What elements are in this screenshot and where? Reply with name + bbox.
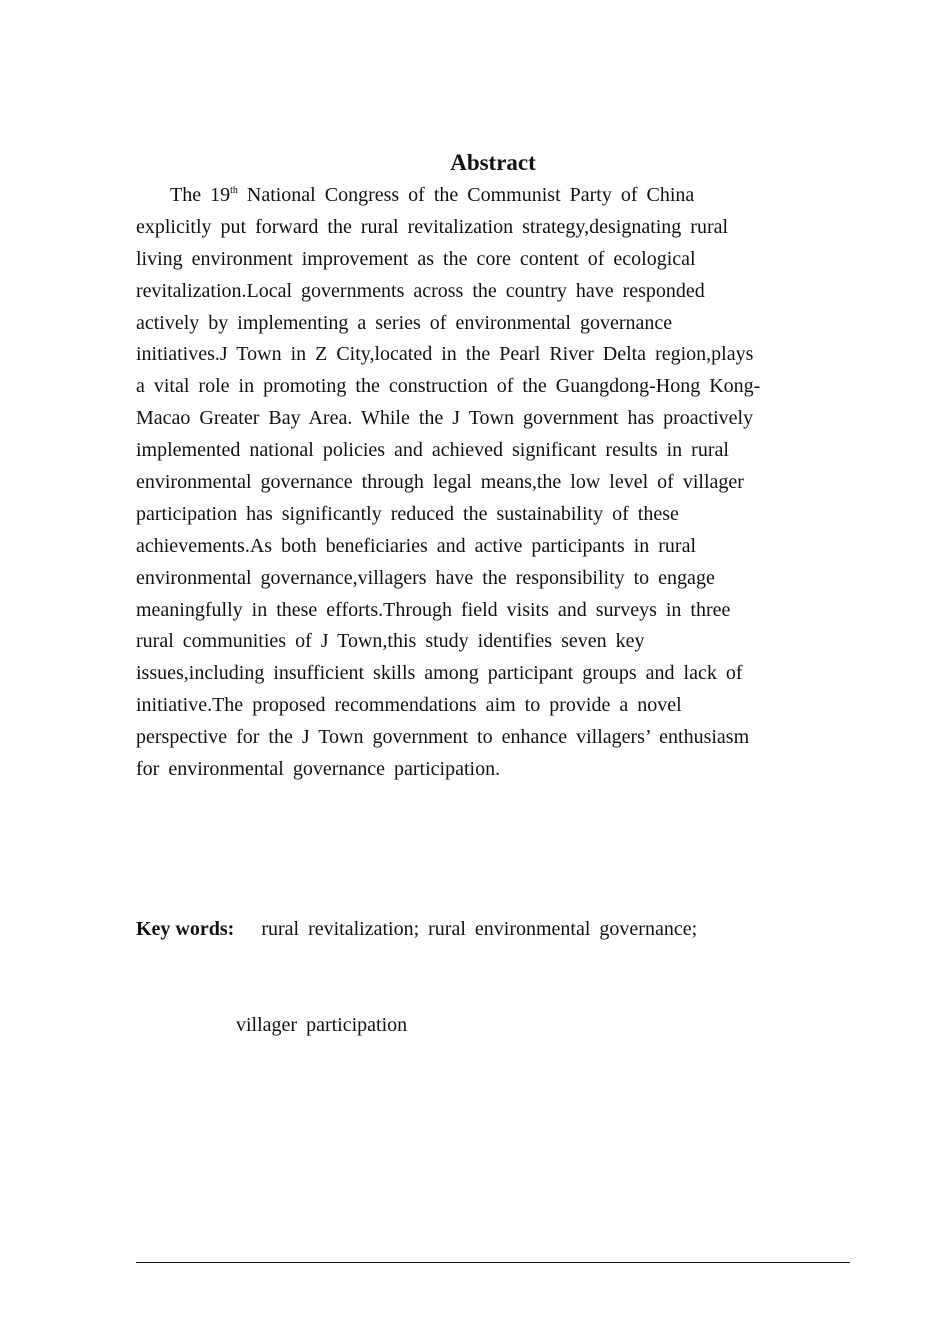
abstract-line-1-rest: National Congress of the Communist Party of China [237,184,695,206]
abstract-line: actively by implementing a series of environmental governance [136,311,673,334]
keywords-line-1 [136,913,856,945]
abstract-line: meaningfully in these efforts.Through field visits and surveys in three [136,598,731,621]
abstract-line: revitalization.Local governments across the country have responded [136,279,705,302]
keywords-list-1: rural revitalization; rural environmental governance; [261,918,698,940]
abstract-line: initiative.The proposed recommendations aim to provide a novel [136,694,682,717]
abstract-body [136,180,856,786]
abstract-line: initiatives.J Town in Z City,located in the Pearl River Delta region,plays [136,343,754,366]
keywords-block [136,849,856,1073]
abstract-line: living environment improvement as the core content of ecological [136,247,696,270]
abstract-line: participation has significantly reduced the sustainability of these [136,502,679,525]
abstract-line: issues,including insufficient skills among participant groups and lack of [136,662,743,685]
abstract-line: explicitly put forward the rural revitalization strategy,designating rural [136,215,729,238]
abstract-line: achievements.As both beneficiaries and active participants in rural [136,534,697,557]
abstract-line-1-start: The 19 [170,184,231,206]
abstract-heading: Abstract [450,150,536,175]
abstract-line: rural communities of J Town,this study identifies seven key [136,630,645,653]
abstract-line: implemented national policies and achieved significant results in rural [136,439,729,462]
ordinal-suffix: th [230,185,238,196]
footer-divider [136,1262,850,1263]
abstract-line: environmental governance through legal means,the low level of villager [136,471,744,494]
abstract-line: for environmental governance participation. [136,758,501,781]
abstract-line: perspective for the J Town government to enhance villagers’ enthusiasm [136,726,750,749]
abstract-line: environmental governance,villagers have the responsibility to engage [136,566,715,589]
abstract-line: Macao Greater Bay Area. While the J Town government has proactively [136,407,754,430]
keywords-list-2: villager participation [236,1014,408,1036]
abstract-line-1 [136,180,856,212]
keywords-label: Key words: [136,918,235,940]
abstract-line: a vital role in promoting the construction of the Guangdong-Hong Kong- [136,375,761,398]
